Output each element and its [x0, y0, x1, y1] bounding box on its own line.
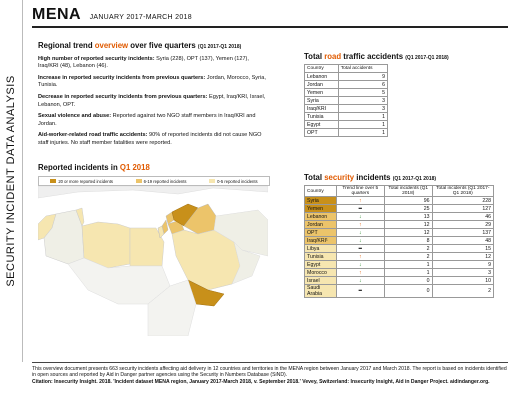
- table-row: [305, 113, 388, 121]
- country-cell: Yemen: [305, 89, 339, 97]
- country-cell: Syria: [305, 97, 339, 105]
- table-row: [305, 253, 494, 261]
- column-header: Trend line over 5 quarters: [336, 186, 384, 197]
- map-title: [38, 163, 150, 172]
- country-cell: Morocco: [305, 269, 337, 277]
- title-period: (Q1 2017-Q1 2018): [405, 55, 449, 61]
- total-count-cell: 46: [432, 213, 493, 221]
- trend-down-icon: ↓: [336, 237, 384, 245]
- trend-down-icon: ↓: [336, 229, 384, 237]
- heading-highlight: overview: [94, 41, 129, 50]
- country-cell: Iraq/KRI¹: [305, 237, 337, 245]
- table-row: [305, 129, 388, 137]
- table-row: [305, 213, 494, 221]
- regional-trend-section: [38, 42, 270, 152]
- legend-swatch: [50, 179, 56, 183]
- title-highlight: security: [324, 173, 355, 182]
- trend-up-icon: ↑: [336, 197, 384, 205]
- total-count-cell: 228: [432, 197, 493, 205]
- country-cell: Lebanon: [305, 73, 339, 81]
- country-cell: OPT: [305, 229, 337, 237]
- title-text: incidents: [354, 173, 391, 182]
- country-cell: Tunisia: [305, 113, 339, 121]
- title-text: Reported incidents in: [38, 163, 120, 172]
- table-row: [305, 81, 388, 89]
- footer-citation: Citation: Insecurity Insight. 2018. 'Incident dataset MENA region, January 2017-March 2018, v. September 2018.' Vevey, Switzerland: Insecurity Insight, Aid in Danger Project. aidindanger.org.: [32, 378, 490, 385]
- title-highlight: Q1 2018: [119, 163, 150, 172]
- trend-down-icon: ↓: [336, 261, 384, 269]
- road-accidents-table: [304, 64, 388, 137]
- country-cell: Tunisia: [305, 253, 337, 261]
- country-cell: Jordan: [305, 221, 337, 229]
- trend-up-icon: ↑: [336, 221, 384, 229]
- regional-trend-label: Increase in reported security incidents from previous quarters:: [38, 74, 206, 81]
- country-cell: Israel: [305, 277, 337, 285]
- trend-up-icon: ↑: [336, 269, 384, 277]
- table-row: [305, 221, 494, 229]
- table-row: [305, 73, 388, 81]
- regional-trend-text: Syria (228), OPT (137), Yemen (127), Iraq/KRI (48), Lebanon (46).: [38, 55, 249, 70]
- footer: [32, 362, 508, 385]
- column-header: Total incidents (Q1 2018): [384, 186, 432, 197]
- column-header: Total accidents: [338, 65, 387, 73]
- column-header: Total incidents (Q1 2017-Q1 2018): [432, 186, 493, 197]
- table-row: [305, 105, 388, 113]
- q1-count-cell: 12: [384, 229, 432, 237]
- trend-flat-icon: ━: [336, 285, 384, 298]
- q1-count-cell: 2: [384, 253, 432, 261]
- total-count-cell: 9: [432, 261, 493, 269]
- sidebar: [0, 0, 23, 362]
- table-header-row: [305, 186, 494, 197]
- q1-count-cell: 13: [384, 213, 432, 221]
- page-title: MENA: [32, 6, 82, 23]
- header: [32, 6, 508, 26]
- total-count-cell: 10: [432, 277, 493, 285]
- table-row: [305, 237, 494, 245]
- q1-count-cell: 2: [384, 245, 432, 253]
- total-count-cell: 48: [432, 237, 493, 245]
- q1-count-cell: 96: [384, 197, 432, 205]
- count-cell: 6: [338, 81, 387, 89]
- table-row: [305, 97, 388, 105]
- q1-count-cell: 1: [384, 261, 432, 269]
- footer-body: This overview document presents 663 security incidents affecting aid delivery in 12 countries and territories in the MENA region between January 2017 and March 2018. The report is based on incidents identified in open sources and reported by Aid in Danger partner agencies using the Security in Numbers Database (SiND).: [32, 366, 507, 379]
- legend-swatch: [136, 179, 142, 183]
- regional-trend-label: High number of reported security incidents:: [38, 55, 155, 62]
- count-cell: 3: [338, 97, 387, 105]
- regional-trend-text: Jordan, Morocco, Syria, Tunisia.: [38, 74, 266, 89]
- country-cell: Syria: [305, 197, 337, 205]
- total-count-cell: 15: [432, 245, 493, 253]
- road-accidents-section: [304, 52, 488, 137]
- table-header-row: [305, 65, 388, 73]
- regional-trend-item: [38, 132, 270, 147]
- title-text: Total: [304, 173, 325, 182]
- total-count-cell: 29: [432, 221, 493, 229]
- trend-up-icon: ↑: [336, 253, 384, 261]
- q1-count-cell: 0: [384, 277, 432, 285]
- table-row: [305, 261, 494, 269]
- regional-trend-label: Sexual violence and abuse:: [38, 113, 112, 120]
- country-cell: Lebanon: [305, 213, 337, 221]
- table-row: [305, 121, 388, 129]
- title-highlight: road: [324, 52, 342, 61]
- table-row: [305, 285, 494, 298]
- total-count-cell: 2: [432, 285, 493, 298]
- legend-label: 0-5 reported incidents: [217, 178, 258, 184]
- legend-label: 6-19 reported incidents: [143, 178, 187, 184]
- title-period: (Q1 2017-Q1 2018): [392, 176, 437, 182]
- header-rule: [32, 26, 508, 28]
- table-row: [305, 245, 494, 253]
- legend-swatch: [209, 179, 215, 183]
- region-map: [38, 186, 268, 336]
- country-cell: Iraq/KRI: [305, 105, 339, 113]
- total-count-cell: 12: [432, 253, 493, 261]
- map-legend: [38, 176, 270, 186]
- date-range: JANUARY 2017-MARCH 2018: [89, 14, 192, 21]
- table-row: [305, 197, 494, 205]
- total-count-cell: 3: [432, 269, 493, 277]
- q1-count-cell: 0: [384, 285, 432, 298]
- security-table-title: [304, 173, 494, 182]
- heading-text: Regional trend: [38, 41, 95, 50]
- trend-flat-icon: ━: [336, 205, 384, 213]
- q1-count-cell: 8: [384, 237, 432, 245]
- regional-trend-list: [38, 56, 270, 148]
- regional-trend-item: [38, 56, 270, 71]
- count-cell: 3: [338, 105, 387, 113]
- regional-trend-text: 90% of reported incidents did not cause NGO staff injuries. No staff member fatalities were reported.: [38, 132, 262, 146]
- count-cell: 1: [338, 129, 387, 137]
- legend-item: [50, 179, 113, 184]
- total-count-cell: 137: [432, 229, 493, 237]
- regional-trend-label: Aid-worker-related road traffic accidents:: [38, 132, 148, 139]
- column-header: Country: [305, 186, 337, 197]
- road-table-title: [304, 52, 488, 61]
- q1-count-cell: 12: [384, 221, 432, 229]
- q1-count-cell: 25: [384, 205, 432, 213]
- country-cell: Egypt: [305, 121, 339, 129]
- legend-label: 20 or more reported incidents: [58, 178, 114, 184]
- legend-item: [209, 179, 258, 184]
- regional-trend-item: [38, 113, 270, 128]
- regional-trend-item: [38, 94, 270, 109]
- heading-text: over five quarters: [128, 41, 196, 50]
- country-cell: Saudi Arabia: [305, 285, 337, 298]
- trend-down-icon: ↓: [336, 213, 384, 221]
- security-incidents-section: [304, 173, 494, 298]
- sidebar-label: SECURITY INCIDENT DATA ANALYSIS: [5, 75, 17, 287]
- title-text: Total: [304, 52, 325, 61]
- count-cell: 9: [338, 73, 387, 81]
- table-row: [305, 269, 494, 277]
- table-row: [305, 89, 388, 97]
- trend-down-icon: ↓: [336, 277, 384, 285]
- table-row: [305, 277, 494, 285]
- security-incidents-table: [304, 185, 494, 298]
- country-cell: OPT: [305, 129, 339, 137]
- heading-period: (Q1 2017-Q1 2018): [197, 44, 242, 50]
- country-cell: Jordan: [305, 81, 339, 89]
- title-text: traffic accidents: [341, 52, 404, 61]
- regional-trend-heading: [38, 42, 270, 52]
- country-cell: Libya: [305, 245, 337, 253]
- regional-trend-label: Decrease in reported security incidents from previous quarters:: [38, 93, 208, 100]
- column-header: Country: [305, 65, 339, 73]
- total-count-cell: 127: [432, 205, 493, 213]
- country-cell: Yemen: [305, 205, 337, 213]
- count-cell: 1: [338, 113, 387, 121]
- q1-count-cell: 1: [384, 269, 432, 277]
- count-cell: 5: [338, 89, 387, 97]
- table-row: [305, 205, 494, 213]
- count-cell: 1: [338, 121, 387, 129]
- table-row: [305, 229, 494, 237]
- legend-item: [136, 179, 187, 184]
- regional-trend-item: [38, 75, 270, 90]
- trend-flat-icon: ━: [336, 245, 384, 253]
- regional-trend-text: Egypt, Iraq/KRI, Israel, Lebanon, OPT.: [38, 93, 266, 108]
- regional-trend-text: Reported against two NGO staff members in Iraq/KRI and Jordan.: [38, 113, 256, 127]
- country-cell: Egypt: [305, 261, 337, 269]
